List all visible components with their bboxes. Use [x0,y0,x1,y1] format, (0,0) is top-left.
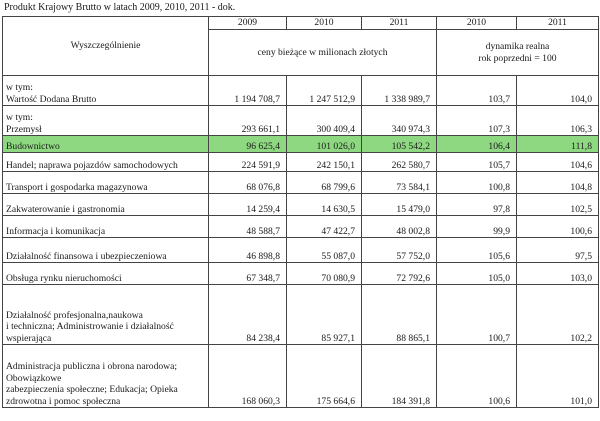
row-label-line: Obowiązkowe [6,372,62,384]
cell-2010: 1 247 512,9 [287,76,362,106]
header-year-2011: 2011 [362,17,437,30]
cell-dyn-2011: 111,8 [517,136,599,153]
cell-2011: 184 391,8 [362,345,437,408]
cell-dyn-2011: 100,6 [517,216,599,238]
cell-dyn-2010: 99,9 [437,216,517,238]
table-row [3,216,599,238]
row-label: Transport i gospodarka magazynowa [3,172,209,194]
cell-dyn-2010: 100,7 [437,285,517,345]
cell-2010: 68 799,6 [287,172,362,194]
cell-2010: 85 927,1 [287,285,362,345]
table-title: Produkt Krajowy Brutto w latach 2009, 2010, 2011 - dok. [4,2,236,13]
cell-dyn-2010: 105,0 [437,263,517,285]
cell-2011: 262 580,7 [362,153,437,172]
cell-2009: 168 060,3 [209,345,287,408]
cell-dyn-2010: 107,3 [437,106,517,136]
table-row-highlighted [3,136,599,153]
cell-dyn-2011: 104,6 [517,153,599,172]
cell-2009: 96 625,4 [209,136,287,153]
row-label-text: Przemysł [6,123,42,135]
cell-dyn-2010: 105,6 [437,238,517,263]
cell-dyn-2011: 104,0 [517,76,599,106]
table-row [3,345,599,408]
cell-dyn-2011: 97,5 [517,238,599,263]
header-dynamics-line2: rok poprzedni = 100 [478,52,557,64]
row-label: Budownictwo [3,136,209,153]
cell-2009: 68 076,8 [209,172,287,194]
cell-2009: 46 898,8 [209,238,287,263]
row-label: Handel; naprawa pojazdów samochodowych [3,153,209,172]
cell-2011: 1 338 989,7 [362,76,437,106]
row-label-line: Działalność profesjonalna,naukowa [6,309,143,321]
cell-dyn-2011: 101,0 [517,345,599,408]
cell-2011: 72 792,6 [362,263,437,285]
table-row [3,153,599,172]
cell-2011: 48 002,8 [362,216,437,238]
cell-dyn-2010: 103,7 [437,76,517,106]
gdp-table [2,16,599,408]
cell-2009: 14 259,4 [209,194,287,216]
cell-2011: 88 865,1 [362,285,437,345]
cell-2010: 70 080,9 [287,263,362,285]
row-label [3,285,209,345]
row-label-line: zdrowotna i pomoc społeczna [6,395,121,407]
row-label-line: zabezpieczenia społeczne; Edukacja; Opieka [6,384,178,396]
row-label-line: Administracja publiczna i obrona narodowa; [6,361,178,373]
table-row [3,285,599,345]
row-label-text: Wartość Dodana Brutto [6,93,97,105]
cell-2010: 55 087,0 [287,238,362,263]
cell-dyn-2010: 100,8 [437,172,517,194]
header-label-col: Wyszczególnienie [3,17,209,76]
table-row [3,106,599,136]
header-dyn-year-2011: 2011 [517,17,599,30]
header-dynamics-line1: dynamika realna [485,41,550,53]
table-row [3,194,599,216]
cell-dyn-2011: 102,2 [517,285,599,345]
row-label: Działalność finansowa i ubezpieczeniowa [3,238,209,263]
table-row [3,76,599,106]
cell-dyn-2010: 97,8 [437,194,517,216]
cell-2009: 1 194 708,7 [209,76,287,106]
header-year-2010: 2010 [287,17,362,30]
cell-2009: 48 588,7 [209,216,287,238]
row-prefix: w tym: [6,82,33,94]
row-label [3,106,209,136]
row-label: Informacja i komunikacja [3,216,209,238]
cell-2011: 73 584,1 [362,172,437,194]
cell-2010: 175 664,6 [287,345,362,408]
cell-2009: 293 661,1 [209,106,287,136]
cell-2010: 101 026,0 [287,136,362,153]
cell-dyn-2011: 104,8 [517,172,599,194]
cell-2010: 14 630,5 [287,194,362,216]
header-dynamics [437,30,599,76]
cell-2010: 47 422,7 [287,216,362,238]
cell-2010: 300 409,4 [287,106,362,136]
cell-2009: 67 348,7 [209,263,287,285]
header-dyn-year-2010: 2010 [437,17,517,30]
cell-dyn-2011: 103,0 [517,263,599,285]
cell-dyn-2010: 106,4 [437,136,517,153]
cell-dyn-2010: 105,7 [437,153,517,172]
table-row [3,238,599,263]
row-label: Obsługa rynku nieruchomości [3,263,209,285]
table-row [3,263,599,285]
cell-2009: 84 238,4 [209,285,287,345]
row-label [3,76,209,106]
row-label-line: wspierająca [6,332,52,344]
cell-2011: 105 542,2 [362,136,437,153]
cell-2009: 224 591,9 [209,153,287,172]
row-label: Zakwaterowanie i gastronomia [3,194,209,216]
row-label-line: i techniczna; Administrowanie i działalność [6,321,174,333]
cell-dyn-2010: 100,6 [437,345,517,408]
table-row [3,172,599,194]
cell-2011: 15 479,0 [362,194,437,216]
cell-dyn-2011: 102,5 [517,194,599,216]
cell-2011: 57 752,0 [362,238,437,263]
row-prefix: w tym: [6,112,33,124]
row-label [3,345,209,408]
cell-dyn-2011: 106,3 [517,106,599,136]
cell-2010: 242 150,1 [287,153,362,172]
header-year-2009: 2009 [209,17,287,30]
header-current-prices: ceny bieżące w milionach złotych [209,30,437,76]
cell-2011: 340 974,3 [362,106,437,136]
